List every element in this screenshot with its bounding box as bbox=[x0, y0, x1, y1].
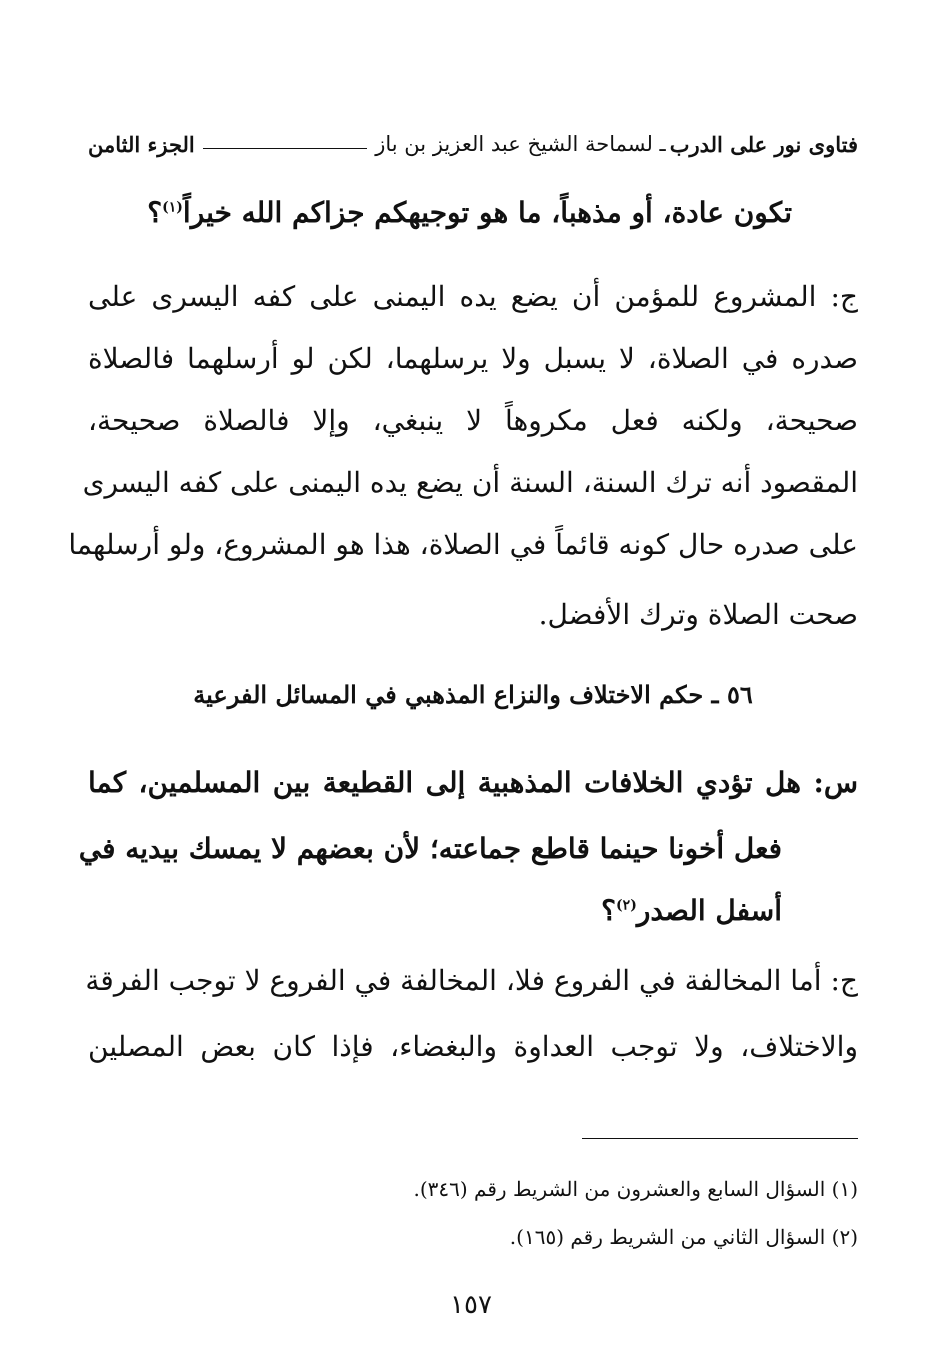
footnote-mark-1: (١) bbox=[162, 199, 183, 216]
question2-line-3-text: أسفل الصدر bbox=[636, 894, 782, 927]
answer1-line-6: صحت الصلاة وترك الأفضل. bbox=[538, 598, 858, 631]
question-tail-end: ؟ bbox=[147, 196, 163, 229]
question-tail bbox=[88, 182, 792, 244]
part-label: الجزء الثامن bbox=[88, 131, 195, 157]
question2-end: ؟ bbox=[601, 894, 617, 927]
footnote-separator bbox=[582, 1138, 858, 1139]
answer2-line-2: والاختلاف، ولا توجب العداوة والبغضاء، فإذا كان بعض المصلين bbox=[88, 1030, 858, 1063]
answer1-line-4: المقصود أنه ترك السنة، السنة أن يضع يده اليمنى على كفه اليسرى bbox=[82, 466, 858, 499]
answer1-line-3: صحيحة، ولكنه فعل مكروهاً لا ينبغي، وإلا فالصلاة صحيحة، bbox=[88, 404, 858, 437]
footnote-mark-2: (٢) bbox=[616, 897, 637, 914]
section-heading: ٥٦ ـ حكم الاختلاف والنزاع المذهبي في المسائل الفرعية bbox=[193, 680, 753, 709]
answer1-line-1: ج: المشروع للمؤمن أن يضع يده اليمنى على كفه اليسرى على bbox=[88, 280, 858, 313]
footnote-2: (٢) السؤال الثاني من الشريط رقم (١٦٥). bbox=[509, 1225, 858, 1249]
question2-line-2: فعل أخونا حينما قاطع جماعته؛ لأن بعضهم لا يمسك بيديه في bbox=[78, 832, 782, 865]
answer1-line-2: صدره في الصلاة، لا يسبل ولا يرسلهما، لكن لو أرسلهما فالصلاة bbox=[88, 342, 858, 375]
page-number: ١٥٧ bbox=[450, 1290, 492, 1320]
answer1-line-5: على صدره حال كونه قائماً في الصلاة، هذا هو المشروع، ولو أرسلهما bbox=[68, 528, 858, 561]
question-tail-text: تكون عادة، أو مذهباً، ما هو توجيهكم جزاكم الله خيراً bbox=[182, 196, 792, 229]
header-rule bbox=[203, 147, 367, 149]
question2-line-3 bbox=[88, 880, 782, 942]
running-header bbox=[88, 128, 858, 160]
book-title: فتاوى نور على الدرب bbox=[669, 131, 858, 157]
footnote-1: (١) السؤال السابع والعشرون من الشريط رقم (٣٤٦). bbox=[413, 1177, 858, 1201]
author-name: ـ لسماحة الشيخ عبد العزيز بن باز bbox=[375, 132, 666, 156]
answer2-line-1: ج: أما المخالفة في الفروع فلا، المخالفة في الفروع لا توجب الفرقة bbox=[85, 964, 858, 997]
question2-line-1: س: هل تؤدي الخلافات المذهبية إلى القطيعة بين المسلمين، كما bbox=[88, 766, 859, 799]
